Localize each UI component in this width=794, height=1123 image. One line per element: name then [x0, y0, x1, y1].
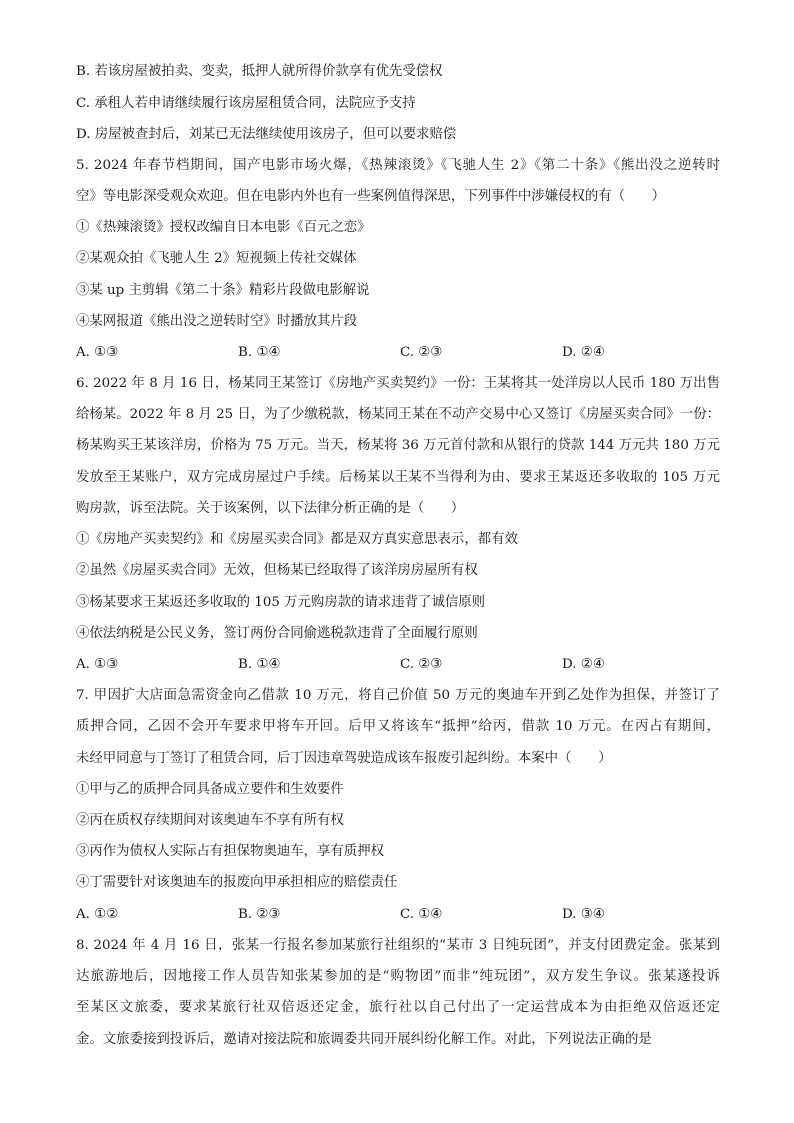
q6-item-4: ④依法纳税是公民义务，签订两份合同偷逃税款违背了全面履行原则	[76, 626, 478, 641]
q5-choice-c: C. ②③	[400, 345, 443, 360]
q6-choices	[76, 655, 720, 675]
q5-item-4: ④某网报道《熊出没之逆转时空》时播放其片段	[76, 314, 358, 329]
q4-option-d: D. 房屋被查封后，刘某已无法继续使用该房子，但可以要求赔偿	[76, 127, 457, 142]
q7-item-1: ①甲与乙的质押合同具备成立要件和生效要件	[76, 782, 344, 797]
q7-choices	[76, 905, 720, 925]
q5-item-1: ①《热辣滚烫》授权改编自日本电影《百元之恋》	[76, 220, 371, 235]
q5-choice-d: D. ②④	[562, 345, 605, 360]
q6-stem-line-2: 给杨某。2022 年 8 月 25 日，为了少缴税款，杨某同王某在不动产交易中心又签订《房屋买卖合同》一份：	[76, 407, 720, 422]
q7-item-4: ④丁需要针对该奥迪车的报废向甲承担相应的赔偿责任	[76, 875, 398, 890]
q6-choice-a: A. ①③	[76, 657, 119, 672]
q7-item-2: ②丙在质权存续期间对该奥迪车不享有所有权	[76, 813, 344, 828]
q6-item-1: ①《房地产买卖契约》和《房屋买卖合同》都是双方真实意思表示，都有效	[76, 532, 518, 547]
q5-item-2: ②某观众拍《飞驰人生 2》短视频上传社交媒体	[76, 251, 357, 266]
q8-stem-line-3: 至某区文旅委，要求某旅行社双倍返还定金，旅行社以自己付出了一定运营成本为由拒绝双倍返还定	[76, 1000, 720, 1015]
q7-choice-b: B. ②③	[238, 907, 281, 922]
q7-stem-line-3: 未经甲同意与丁签订了租赁合同，后丁因违章驾驶造成该车报废引起纠纷。本案中（ ）	[76, 751, 612, 766]
q5-item-3: ③某 up 主剪辑《第二十条》精彩片段做电影解说	[76, 283, 370, 298]
q8-stem-line-4: 金。文旅委接到投诉后，邀请对接法院和旅调委共同开展纠纷化解工作。对此，下列说法正确的是	[76, 1032, 652, 1047]
q6-stem-line-5: 购房款，诉至法院。关于该案例，以下法律分析正确的是（ ）	[76, 501, 465, 516]
q5-stem-line-2: 空》等电影深受观众欢迎。但在电影内外也有一些案例值得深思，下列事件中涉嫌侵权的有（ ）	[76, 189, 666, 204]
q6-stem-line-1: 6. 2022 年 8 月 16 日，杨某同王某签订《房地产买卖契约》一份：王某将其一处洋房以人民币 180 万出售	[76, 376, 720, 391]
q5-stem-line-1: 5. 2024 年春节档期间，国产电影市场火爆，《热辣滚烫》《飞驰人生 2》《第二十条》《熊出没之逆转时	[76, 158, 720, 173]
q7-choice-c: C. ①④	[400, 907, 443, 922]
q5-choice-b: B. ①④	[238, 345, 281, 360]
q6-item-2: ②虽然《房屋买卖合同》无效，但杨某已经取得了该洋房房屋所有权	[76, 563, 478, 578]
q7-choice-a: A. ①②	[76, 907, 119, 922]
q7-stem-line-2: 质押合同，乙因不会开车要求甲将车开回。后甲又将该车“抵押”给丙，借款 10 万元。在丙占有期间，	[76, 719, 720, 734]
q6-choice-d: D. ②④	[562, 657, 605, 672]
q7-item-3: ③丙作为债权人实际占有担保物奥迪车，享有质押权	[76, 844, 384, 859]
q6-item-3: ③杨某要求王某返还多收取的 105 万元购房款的请求违背了诚信原则	[76, 595, 486, 610]
q4-option-c: C. 承租人若申请继续履行该房屋租赁合同，法院应予支持	[76, 96, 416, 111]
q7-choice-d: D. ③④	[562, 907, 605, 922]
q6-stem-line-4: 发放至王某账户，双方完成房屋过户手续。后杨某以王某不当得利为由、要求王某返还多收取的 105 万元	[76, 470, 720, 485]
q6-choice-b: B. ①④	[238, 657, 281, 672]
q7-stem-line-1: 7. 甲因扩大店面急需资金向乙借款 10 万元，将自己价值 50 万元的奥迪车开到乙处作为担保，并签订了	[76, 688, 720, 703]
q6-choice-c: C. ②③	[400, 657, 443, 672]
q6-stem-line-3: 杨某购买王某该洋房，价格为 75 万元。当天，杨某将 36 万元首付款和从银行的贷款 144 万元共 180 万元	[76, 438, 720, 453]
q8-stem-line-1: 8. 2024 年 4 月 16 日，张某一行报名参加某旅行社组织的“某市 3 日纯玩团”，并支付团费定金。张某到	[76, 938, 720, 953]
q5-choice-a: A. ①③	[76, 345, 119, 360]
q5-choices	[76, 343, 720, 363]
q8-stem-line-2: 达旅游地后，因地接工作人员告知张某参加的是“购物团”而非“纯玩团”，双方发生争议。张某遂投诉	[76, 969, 720, 984]
q4-option-b: B. 若该房屋被拍卖、变卖，抵押人就所得价款享有优先受偿权	[76, 64, 443, 79]
